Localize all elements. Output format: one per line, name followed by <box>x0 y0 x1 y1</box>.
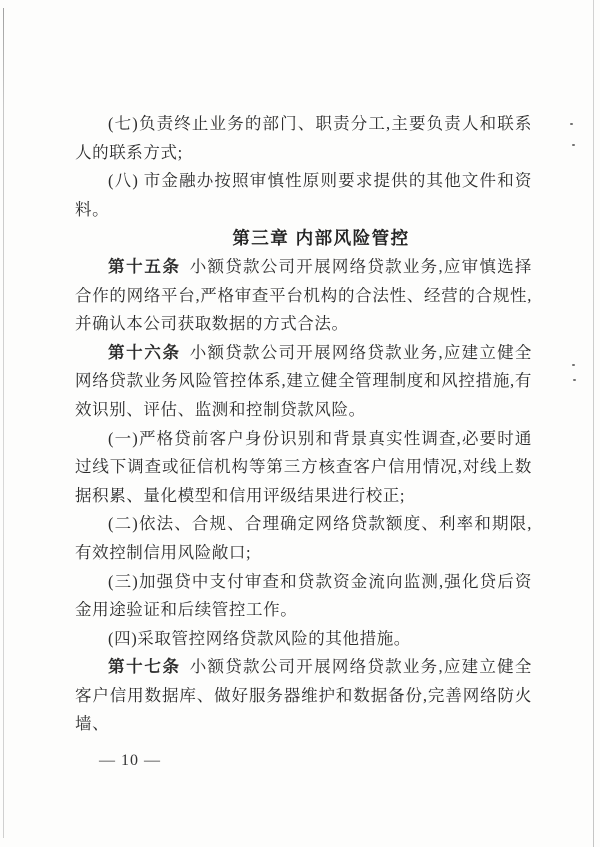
article-15-paragraph <box>75 253 532 339</box>
scan-edge-line-left <box>3 8 4 838</box>
scan-speck <box>572 144 575 146</box>
item-1-paragraph <box>75 425 532 511</box>
article-text: 小额贷款公司开展网络贷款业务,应建立健全网络贷款业务风险管控体系,建立健全管理制度和风控措施,有效识别、评估、监测和控制贷款风险。 <box>75 342 533 419</box>
clause-text: (一)严格贷前客户身份识别和背景真实性调查,必要时通过线下调查或征信机构等第三方核查客户信用情况,对线上数据积累、量化模型和信用评级结果进行校正; <box>75 428 532 505</box>
article-text: 小额贷款公司开展网络贷款业务,应审慎选择合作的网络平台,严格审查平台机构的合法性、经营的合规性,并确认本公司获取数据的方式合法。 <box>75 256 533 334</box>
clause-text: (三)加强贷中支付审查和贷款资金流向监测,强化贷后资金用途验证和后续管控工作。 <box>75 571 532 620</box>
article-text: 小额贷款公司开展网络贷款业务,应建立健全客户信用数据库、做好服务器维护和数据备份,完善网络防火墙、 <box>75 657 533 734</box>
scan-speck <box>572 364 575 366</box>
clause-8-paragraph <box>75 167 532 224</box>
scan-speck <box>573 379 576 381</box>
article-number-label: 第十五条 <box>108 257 181 276</box>
article-17-paragraph <box>75 653 532 739</box>
article-number-label: 第十七条 <box>108 658 181 677</box>
item-3-paragraph <box>75 568 532 625</box>
scan-edge-line-right <box>593 0 594 847</box>
clause-text: (二)依法、合规、合理确定网络贷款额度、利率和期限,有效控制信用风险敞口; <box>75 514 532 562</box>
clause-text: (八) 市金融办按照审慎性原则要求提供的其他文件和资料。 <box>75 171 532 219</box>
article-number-label: 第十六条 <box>108 343 181 362</box>
item-4-paragraph <box>75 625 532 654</box>
page-number: — 10 — <box>99 752 161 769</box>
clause-7-paragraph <box>75 110 532 167</box>
scan-speck <box>570 123 573 125</box>
clause-text: (七)负责终止业务的部门、职责分工,主要负责人和联系人的联系方式; <box>75 114 532 162</box>
clause-text: (四)采取管控网络贷款风险的其他措施。 <box>108 628 411 648</box>
chapter-heading: 第三章 内部风险管控 <box>232 228 410 249</box>
article-16-paragraph <box>75 339 532 425</box>
item-2-paragraph <box>75 510 532 567</box>
document-body <box>75 110 532 739</box>
